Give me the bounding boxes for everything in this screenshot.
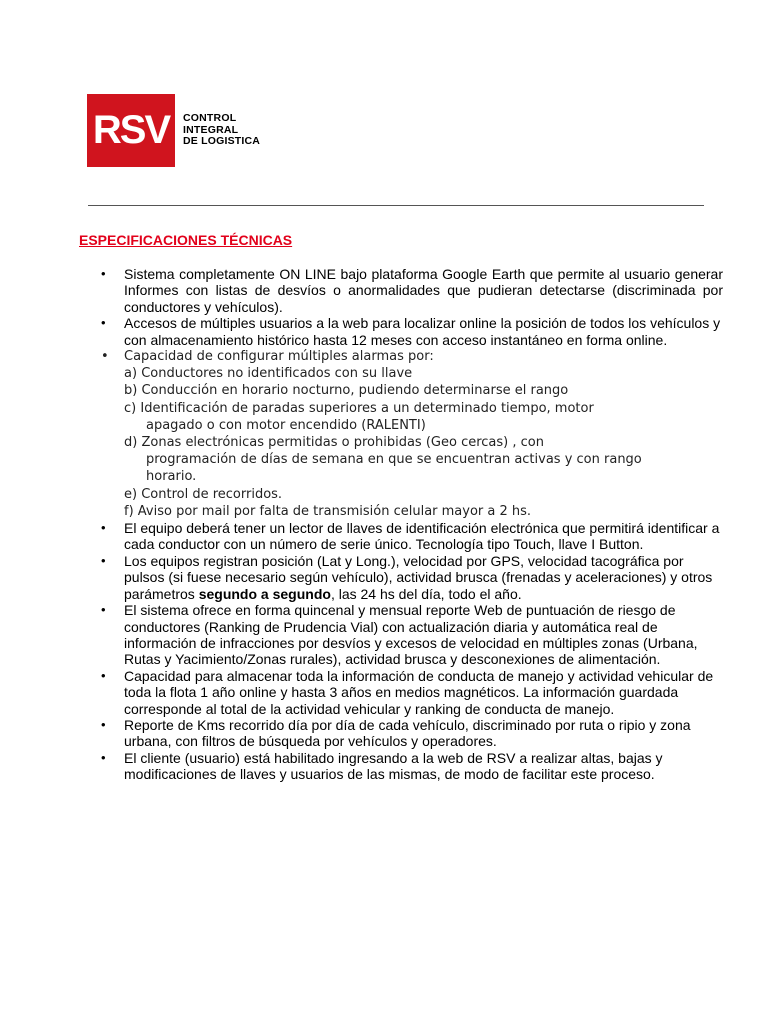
bullet-icon: • bbox=[101, 520, 106, 536]
sub-item bbox=[0, 365, 684, 382]
bullet-icon: • bbox=[101, 552, 106, 568]
emphasis-text: segundo a segundo bbox=[198, 585, 331, 602]
list-item-text: Reporte de Kms recorrido día por día de cada vehículo, discriminado por ruta o ripio y zona urbana, con filtros de búsqueda por vehículos y operadores. bbox=[124, 716, 691, 750]
list-item bbox=[0, 553, 723, 602]
bullet-icon: • bbox=[101, 749, 106, 765]
sub-item-continuation: programación de días de semana en que se encuentran activas y con rango horario. bbox=[146, 452, 642, 485]
list-item-text: , las 24 hs del día, todo el año. bbox=[330, 585, 522, 602]
logo-tagline bbox=[183, 113, 260, 148]
sub-item bbox=[0, 400, 684, 434]
logo-mark: RSV bbox=[87, 94, 175, 167]
list-item bbox=[0, 750, 723, 783]
list-item bbox=[0, 520, 723, 553]
sub-item-marker: e) bbox=[124, 486, 138, 502]
bullet-icon: • bbox=[101, 667, 106, 683]
bullet-icon: • bbox=[101, 602, 106, 618]
list-item-text: Los equipos registran posición (Lat y Long.), velocidad por GPS, velocidad tacográfica por pulsos (si fuese necesario según vehículo), actividad brusca (frenadas y aceleraciones) y otros parámetros bbox=[124, 552, 713, 602]
list-item-text: Accesos de múltiples usuarios a la web para localizar online la posición de todos los vehículos y con almacenamiento histórico hasta 12 meses con acceso instantáneo en forma online. bbox=[124, 315, 721, 348]
bullet-icon: • bbox=[101, 266, 106, 281]
list-item-text: Sistema completamente ON LINE bajo plataforma Google Earth que permite al usuario generar Informes con listas de desvíos o anormalidades que pudieran detectarse (discriminada por conductores y vehículos). bbox=[124, 266, 723, 315]
logo-line: INTEGRAL bbox=[183, 123, 239, 136]
list-item bbox=[0, 266, 723, 315]
sub-item-marker: a) bbox=[124, 366, 138, 382]
sub-item-marker: d) bbox=[124, 435, 138, 451]
sub-item bbox=[0, 382, 684, 399]
logo-line: DE LOGISTICA bbox=[183, 135, 261, 147]
rsv-logo bbox=[87, 94, 275, 168]
sub-item-text: Aviso por mail por falta de transmisión celular mayor a 2 hs. bbox=[137, 503, 532, 519]
list-item bbox=[0, 602, 723, 668]
sub-item bbox=[0, 434, 684, 486]
list-item bbox=[0, 315, 723, 348]
bullet-icon: • bbox=[101, 315, 106, 331]
sub-item-marker: b) bbox=[124, 383, 138, 399]
sub-item-text: Zonas electrónicas permitidas o prohibidas (Geo cercas) , con bbox=[141, 435, 544, 451]
sub-item-text: Conductores no identificados con su llave bbox=[141, 366, 413, 382]
bullet-icon: • bbox=[101, 349, 109, 365]
sub-item-text: Conducción en horario nocturno, pudiendo determinarse el rango bbox=[141, 383, 569, 399]
list-item-text: Capacidad de configurar múltiples alarmas por: bbox=[124, 349, 434, 365]
spec-list bbox=[0, 266, 768, 783]
list-item-text: El sistema ofrece en forma quincenal y mensual reporte Web de puntuación de riesgo de conductores (Ranking de Prudencia Vial) con actualización diaria y automática real de información de infracciones por desvíos y excesos de velocidad en múltiples zonas (Urbana, Rutas y Yacimiento/Zonas rurales), actividad brusca y desconexiones de alimentación. bbox=[124, 602, 698, 668]
list-item-text: El cliente (usuario) está habilitado ingresando a la web de RSV a realizar altas, bajas y modificaciones de llaves y usuarios de las mismas, de modo de facilitar este proceso. bbox=[124, 749, 663, 783]
sub-item bbox=[0, 486, 684, 503]
list-item bbox=[0, 668, 723, 717]
header-divider bbox=[88, 205, 704, 206]
sub-item-marker: f) bbox=[124, 503, 134, 519]
list-item-text: Capacidad para almacenar toda la información de conducta de manejo y actividad vehicular de toda la flota 1 año online y hasta 3 años en medios magnéticos. La información guardada corresponde al total de la actividad vehicular y ranking de conducta de manejo. bbox=[124, 667, 714, 717]
list-item bbox=[0, 717, 723, 750]
list-item-text: El equipo deberá tener un lector de llaves de identificación electrónica que permitirá identificar a cada conductor con un número de serie único. Tecnología tipo Touch, llave I Button. bbox=[124, 520, 720, 553]
sub-item-text: Control de recorridos. bbox=[141, 486, 283, 502]
sub-item bbox=[0, 503, 684, 520]
sub-item-text: Identificación de paradas superiores a un determinado tiempo, motor bbox=[140, 400, 594, 416]
sub-item-continuation: apagado o con motor encendido (RALENTI) bbox=[146, 417, 426, 433]
bullet-icon: • bbox=[101, 716, 106, 732]
section-title: ESPECIFICACIONES TÉCNICAS bbox=[79, 232, 293, 248]
sub-item-marker: c) bbox=[124, 400, 137, 416]
logo-line: CONTROL bbox=[183, 112, 237, 124]
list-item bbox=[0, 348, 723, 365]
